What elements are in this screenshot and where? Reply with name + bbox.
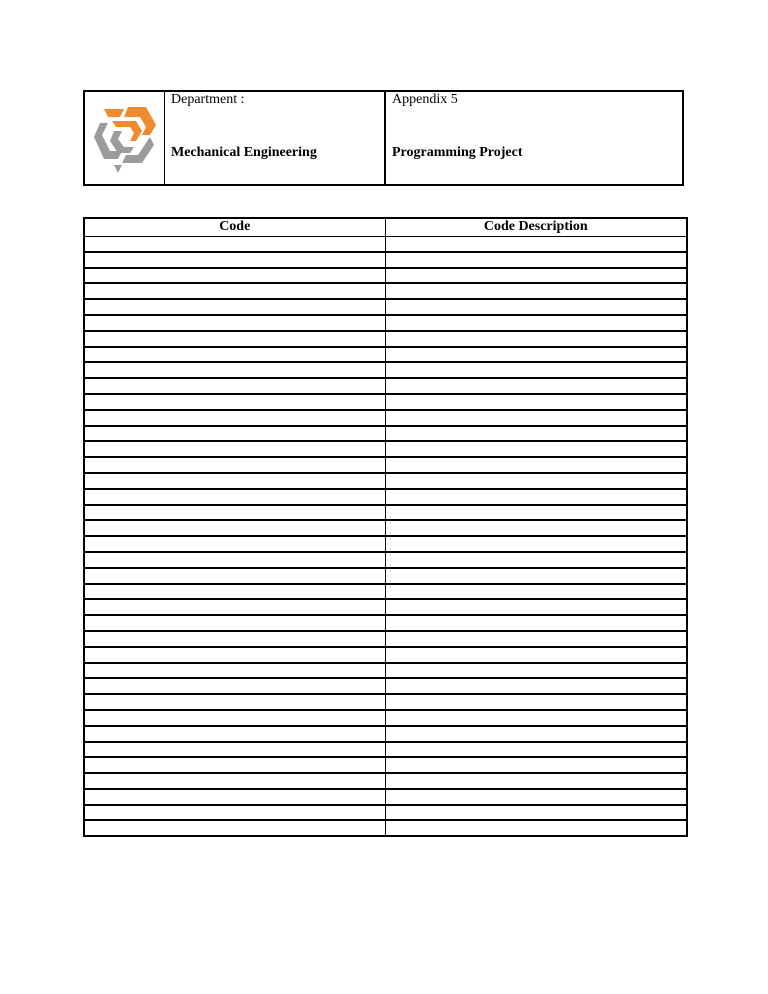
table-row	[84, 726, 687, 742]
code-description-cell	[385, 331, 687, 347]
code-description-cell	[385, 315, 687, 331]
code-description-cell	[385, 268, 687, 284]
code-cell	[84, 536, 385, 552]
code-cell	[84, 694, 385, 710]
code-description-cell	[385, 252, 687, 268]
code-cell	[84, 236, 385, 252]
appendix-value: Programming Project	[392, 145, 523, 160]
code-cell	[84, 599, 385, 615]
code-description-cell	[385, 773, 687, 789]
table-row	[84, 394, 687, 410]
code-description-cell	[385, 584, 687, 600]
code-cell	[84, 378, 385, 394]
table-row	[84, 694, 687, 710]
code-cell	[84, 394, 385, 410]
table-row	[84, 426, 687, 442]
table-row	[84, 820, 687, 836]
code-cell	[84, 520, 385, 536]
code-description-cell	[385, 394, 687, 410]
table-row	[84, 520, 687, 536]
code-cell	[84, 457, 385, 473]
code-description-cell	[385, 568, 687, 584]
code-cell	[84, 505, 385, 521]
code-cell	[84, 552, 385, 568]
table-row	[84, 331, 687, 347]
table-row	[84, 631, 687, 647]
code-description-cell	[385, 520, 687, 536]
department-value: Mechanical Engineering	[171, 145, 317, 160]
table-row	[84, 599, 687, 615]
code-cell	[84, 757, 385, 773]
department-cell	[165, 92, 386, 184]
code-description-column-header: Code Description	[385, 218, 687, 236]
code-description-cell	[385, 805, 687, 821]
code-description-cell	[385, 441, 687, 457]
code-cell	[84, 584, 385, 600]
code-description-cell	[385, 694, 687, 710]
code-cell	[84, 268, 385, 284]
code-cell	[84, 299, 385, 315]
code-description-cell	[385, 631, 687, 647]
table-row	[84, 347, 687, 363]
code-description-cell	[385, 552, 687, 568]
table-row	[84, 236, 687, 252]
table-row	[84, 568, 687, 584]
code-cell	[84, 742, 385, 758]
code-description-cell	[385, 647, 687, 663]
code-table	[83, 217, 688, 837]
code-description-cell	[385, 710, 687, 726]
code-description-cell	[385, 410, 687, 426]
code-cell	[84, 805, 385, 821]
table-row	[84, 773, 687, 789]
code-cell	[84, 678, 385, 694]
code-description-cell	[385, 820, 687, 836]
table-row	[84, 362, 687, 378]
code-description-cell	[385, 678, 687, 694]
table-row	[84, 742, 687, 758]
table-row	[84, 315, 687, 331]
code-description-cell	[385, 536, 687, 552]
code-description-cell	[385, 505, 687, 521]
code-cell	[84, 315, 385, 331]
code-description-cell	[385, 378, 687, 394]
appendix-label: Appendix 5	[392, 92, 458, 107]
code-description-cell	[385, 489, 687, 505]
table-row	[84, 678, 687, 694]
code-description-cell	[385, 457, 687, 473]
code-table-header-row	[84, 218, 687, 236]
table-row	[84, 536, 687, 552]
header-table	[83, 90, 684, 186]
code-cell	[84, 726, 385, 742]
logo-icon	[92, 101, 158, 175]
table-row	[84, 615, 687, 631]
code-description-cell	[385, 283, 687, 299]
code-description-cell	[385, 299, 687, 315]
table-row	[84, 268, 687, 284]
code-cell	[84, 568, 385, 584]
table-row	[84, 505, 687, 521]
code-cell	[84, 362, 385, 378]
code-description-cell	[385, 742, 687, 758]
table-row	[84, 489, 687, 505]
code-cell	[84, 647, 385, 663]
code-cell	[84, 252, 385, 268]
code-cell	[84, 789, 385, 805]
table-row	[84, 410, 687, 426]
code-description-cell	[385, 347, 687, 363]
code-cell	[84, 347, 385, 363]
code-cell	[84, 426, 385, 442]
department-label: Department :	[171, 92, 245, 107]
code-description-cell	[385, 663, 687, 679]
code-description-cell	[385, 757, 687, 773]
table-row	[84, 252, 687, 268]
code-description-cell	[385, 362, 687, 378]
appendix-cell	[386, 92, 682, 184]
code-cell	[84, 489, 385, 505]
table-row	[84, 283, 687, 299]
table-row	[84, 647, 687, 663]
code-cell	[84, 663, 385, 679]
code-cell	[84, 410, 385, 426]
logo-cell	[85, 92, 165, 184]
table-row	[84, 789, 687, 805]
code-cell	[84, 820, 385, 836]
table-row	[84, 473, 687, 489]
code-cell	[84, 283, 385, 299]
table-row	[84, 584, 687, 600]
code-cell	[84, 331, 385, 347]
code-cell	[84, 615, 385, 631]
code-cell	[84, 473, 385, 489]
code-cell	[84, 631, 385, 647]
table-row	[84, 457, 687, 473]
table-row	[84, 552, 687, 568]
table-row	[84, 757, 687, 773]
table-row	[84, 441, 687, 457]
code-description-cell	[385, 473, 687, 489]
code-column-header: Code	[84, 218, 385, 236]
table-row	[84, 663, 687, 679]
table-row	[84, 378, 687, 394]
code-table-body	[84, 236, 687, 836]
code-description-cell	[385, 426, 687, 442]
code-description-cell	[385, 789, 687, 805]
code-description-cell	[385, 236, 687, 252]
table-row	[84, 299, 687, 315]
code-cell	[84, 441, 385, 457]
code-description-cell	[385, 615, 687, 631]
code-description-cell	[385, 599, 687, 615]
code-cell	[84, 710, 385, 726]
table-row	[84, 710, 687, 726]
code-cell	[84, 773, 385, 789]
table-row	[84, 805, 687, 821]
code-description-cell	[385, 726, 687, 742]
